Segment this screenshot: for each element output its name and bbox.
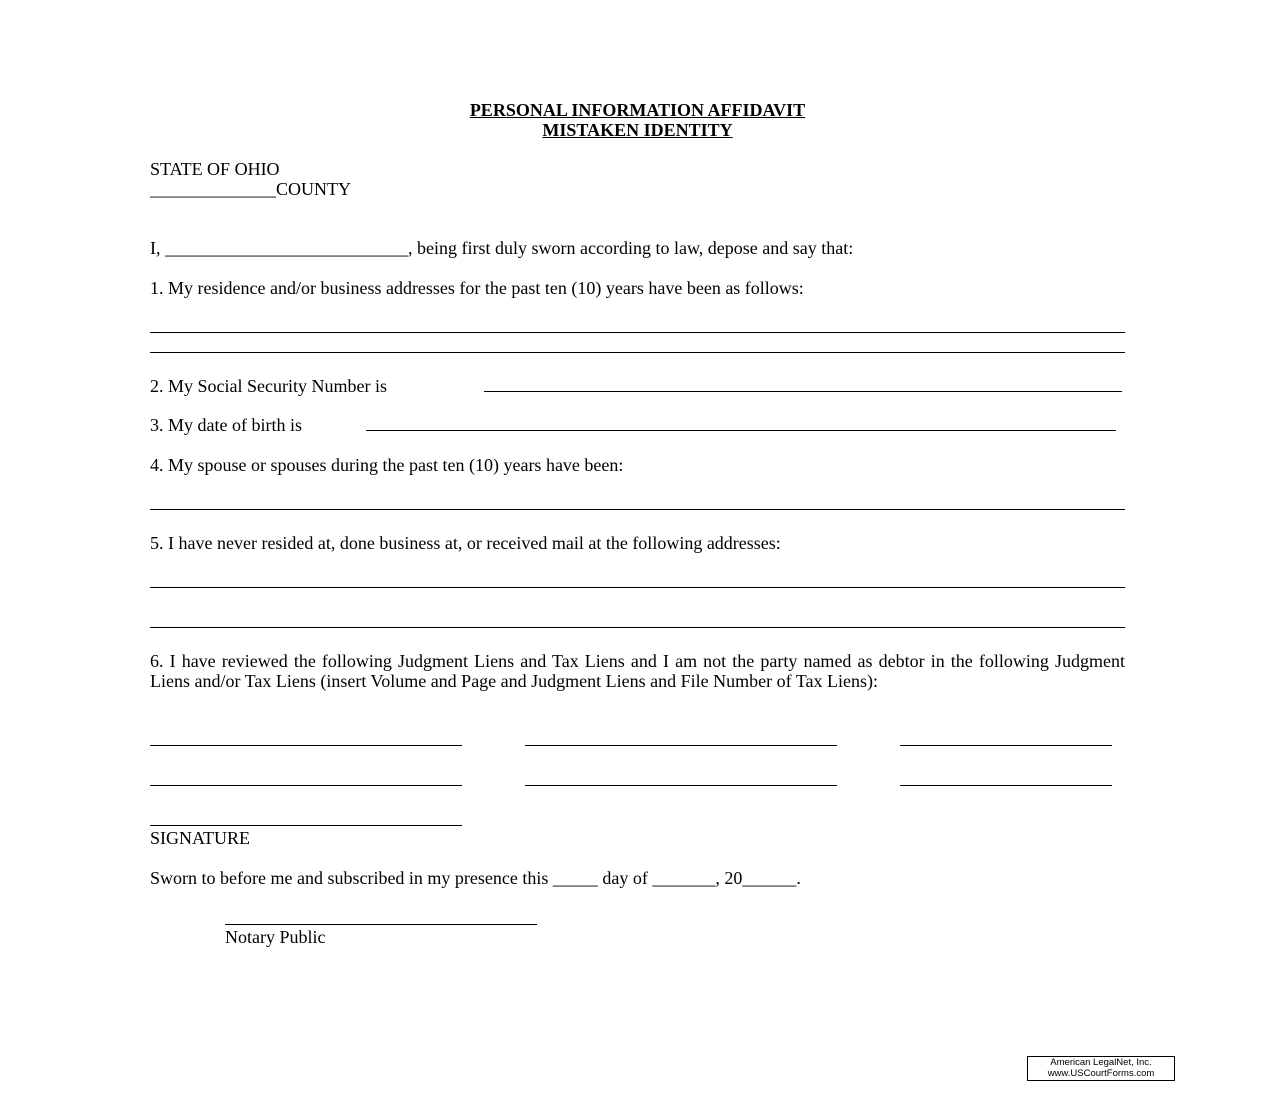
publisher-name: American LegalNet, Inc. [1050, 1057, 1152, 1068]
intro-prefix: I, [150, 238, 161, 258]
state-label: STATE OF OHIO [150, 159, 280, 179]
lien-field-r2-c2[interactable] [525, 785, 837, 786]
address-line-1[interactable] [150, 332, 1125, 333]
intro-suffix: , being first duly sworn according to law, depose and say that: [408, 238, 854, 258]
publisher-stamp [1027, 1056, 1175, 1081]
item-6-text: 6. I have reviewed the following Judgment Liens and Tax Liens and I am not the party named as debtor in the following Judgment Liens and/or Tax Liens (insert Volume and Page and Judgment Liens and File Number of Tax Liens): [150, 651, 1125, 691]
signature-label: SIGNATURE [150, 828, 251, 848]
item-1-text: 1. My residence and/or business addresses for the past ten (10) years have been as follows: [150, 278, 804, 298]
document-subtitle: MISTAKEN IDENTITY [542, 120, 733, 140]
item-4-text: 4. My spouse or spouses during the past ten (10) years have been: [150, 455, 624, 475]
affiant-name-blank[interactable]: ___________________________ [165, 238, 408, 258]
spouse-line[interactable] [150, 509, 1125, 510]
notary-label: Notary Public [225, 927, 326, 947]
item-3-label: 3. My date of birth is [150, 415, 302, 435]
address-line-2[interactable] [150, 352, 1125, 353]
notary-signature-line[interactable] [225, 924, 537, 925]
item-2-label: 2. My Social Security Number is [150, 376, 387, 396]
lien-field-r1-c2[interactable] [525, 745, 837, 746]
affiant-intro [150, 238, 853, 258]
county-line [150, 179, 351, 199]
document-title: PERSONAL INFORMATION AFFIDAVIT [469, 100, 806, 120]
lien-field-r1-c1[interactable] [150, 745, 462, 746]
dob-field[interactable] [366, 430, 1116, 431]
county-blank[interactable]: ______________ [150, 179, 276, 199]
ssn-field[interactable] [484, 391, 1122, 392]
publisher-url: www.USCourtForms.com [1047, 1068, 1155, 1079]
not-resided-line-2[interactable] [150, 627, 1125, 628]
item-5-text: 5. I have never resided at, done business at, or received mail at the following addresses: [150, 533, 781, 553]
not-resided-line-1[interactable] [150, 587, 1125, 588]
jurat-text: Sworn to before me and subscribed in my presence this _____ day of _______, 20______. [150, 868, 801, 888]
county-label: COUNTY [276, 179, 351, 199]
lien-field-r1-c3[interactable] [900, 745, 1112, 746]
signature-line[interactable] [150, 825, 462, 826]
lien-field-r2-c3[interactable] [900, 785, 1112, 786]
lien-field-r2-c1[interactable] [150, 785, 462, 786]
